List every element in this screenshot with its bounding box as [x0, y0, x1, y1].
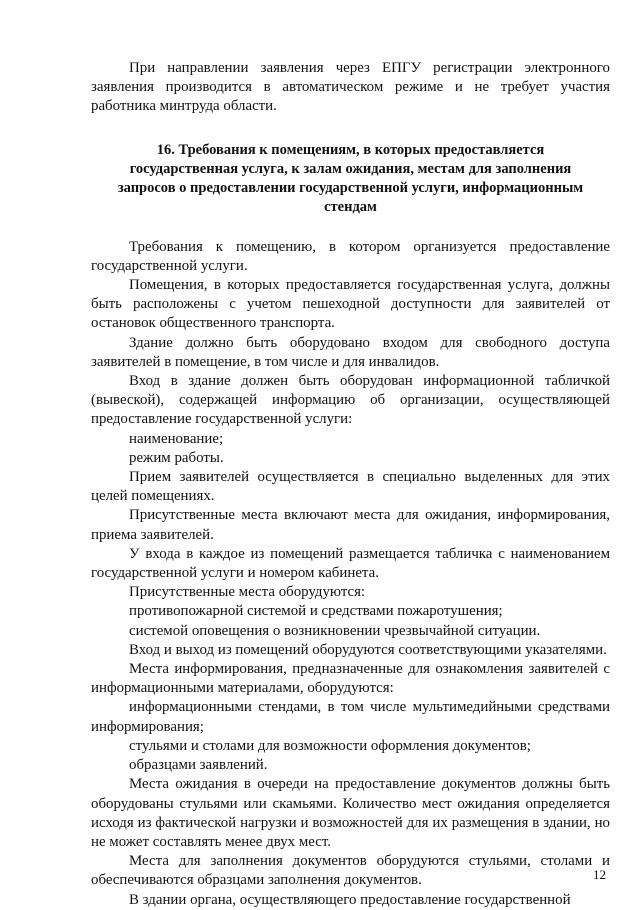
page-number: 12: [593, 867, 606, 882]
document-body: [91, 59, 610, 910]
section-body: [91, 238, 610, 910]
paragraph: Присутственные места оборудуются:: [129, 584, 366, 601]
paragraph: Помещения, в которых предоставляется государственная услуга, должны быть расположены с учетом пешеходной доступности для заявителей от остановок общественного транспорта.: [91, 277, 610, 332]
section-heading-line: запросов о предоставлении государственной услуги, информационным: [117, 179, 584, 196]
list-item: системой оповещения о возникновении чрезвычайной ситуации.: [129, 622, 541, 639]
paragraph: Здание должно быть оборудовано входом для свободного доступа заявителей в помещение, в том числе и для инвалидов.: [91, 334, 610, 370]
intro-paragraph: При направлении заявления через ЕПГУ регистрации электронного заявления производится в автоматическом режиме и не требует участия работника минтруда области.: [91, 60, 610, 115]
section-heading-line: стендам: [324, 198, 377, 215]
section-heading-line: 16. Требования к помещениям, в которых предоставляется: [156, 141, 545, 158]
list-item: наименование;: [129, 430, 224, 447]
section-heading: [91, 141, 610, 217]
paragraph: Места информирования, предназначенные для ознакомления заявителей с информационными материалами, оборудуются:: [91, 661, 610, 697]
paragraph: У входа в каждое из помещений размещается табличка с наименованием государственной услуги и номером кабинета.: [91, 545, 610, 582]
list-item: информационными стендами, в том числе мультимедийными средствами информирования;: [91, 699, 610, 735]
paragraph: Требования к помещению, в котором организуется предоставление государственной услуги.: [91, 238, 610, 274]
paragraph: Места для заполнения документов оборудуются стульями, столами и обеспечиваются образцами заполнения документов.: [91, 853, 610, 889]
paragraph: Места ожидания в очереди на предоставление документов должны быть оборудованы стульями или скамьями. Количество мест ожидания определяется исходя из фактической нагрузки и возможностей для их размещения в здании, но не может составлять менее двух мест.: [91, 776, 610, 850]
paragraph: Прием заявителей осуществляется в специально выделенных для этих целей помещениях.: [91, 469, 610, 505]
list-item: режим работы.: [129, 449, 224, 466]
list-item: стульями и столами для возможности оформления документов;: [129, 737, 531, 754]
paragraph: Вход в здание должен быть оборудован информационной табличкой (вывеской), содержащей информацию об организации, осуществляющей предоставление государственной услуги:: [91, 373, 610, 428]
paragraph: В здании органа, осуществляющего предоставление государственной: [129, 891, 571, 908]
section-heading-line: государственная услуга, к залам ожидания, местам для заполнения: [129, 160, 572, 177]
list-item: противопожарной системой и средствами пожаротушения;: [129, 603, 503, 620]
list-item: образцами заявлений.: [129, 757, 268, 774]
paragraph: Вход и выход из помещений оборудуются соответствующими указателями.: [129, 641, 607, 658]
paragraph: Присутственные места включают места для ожидания, информирования, приема заявителей.: [91, 507, 610, 543]
